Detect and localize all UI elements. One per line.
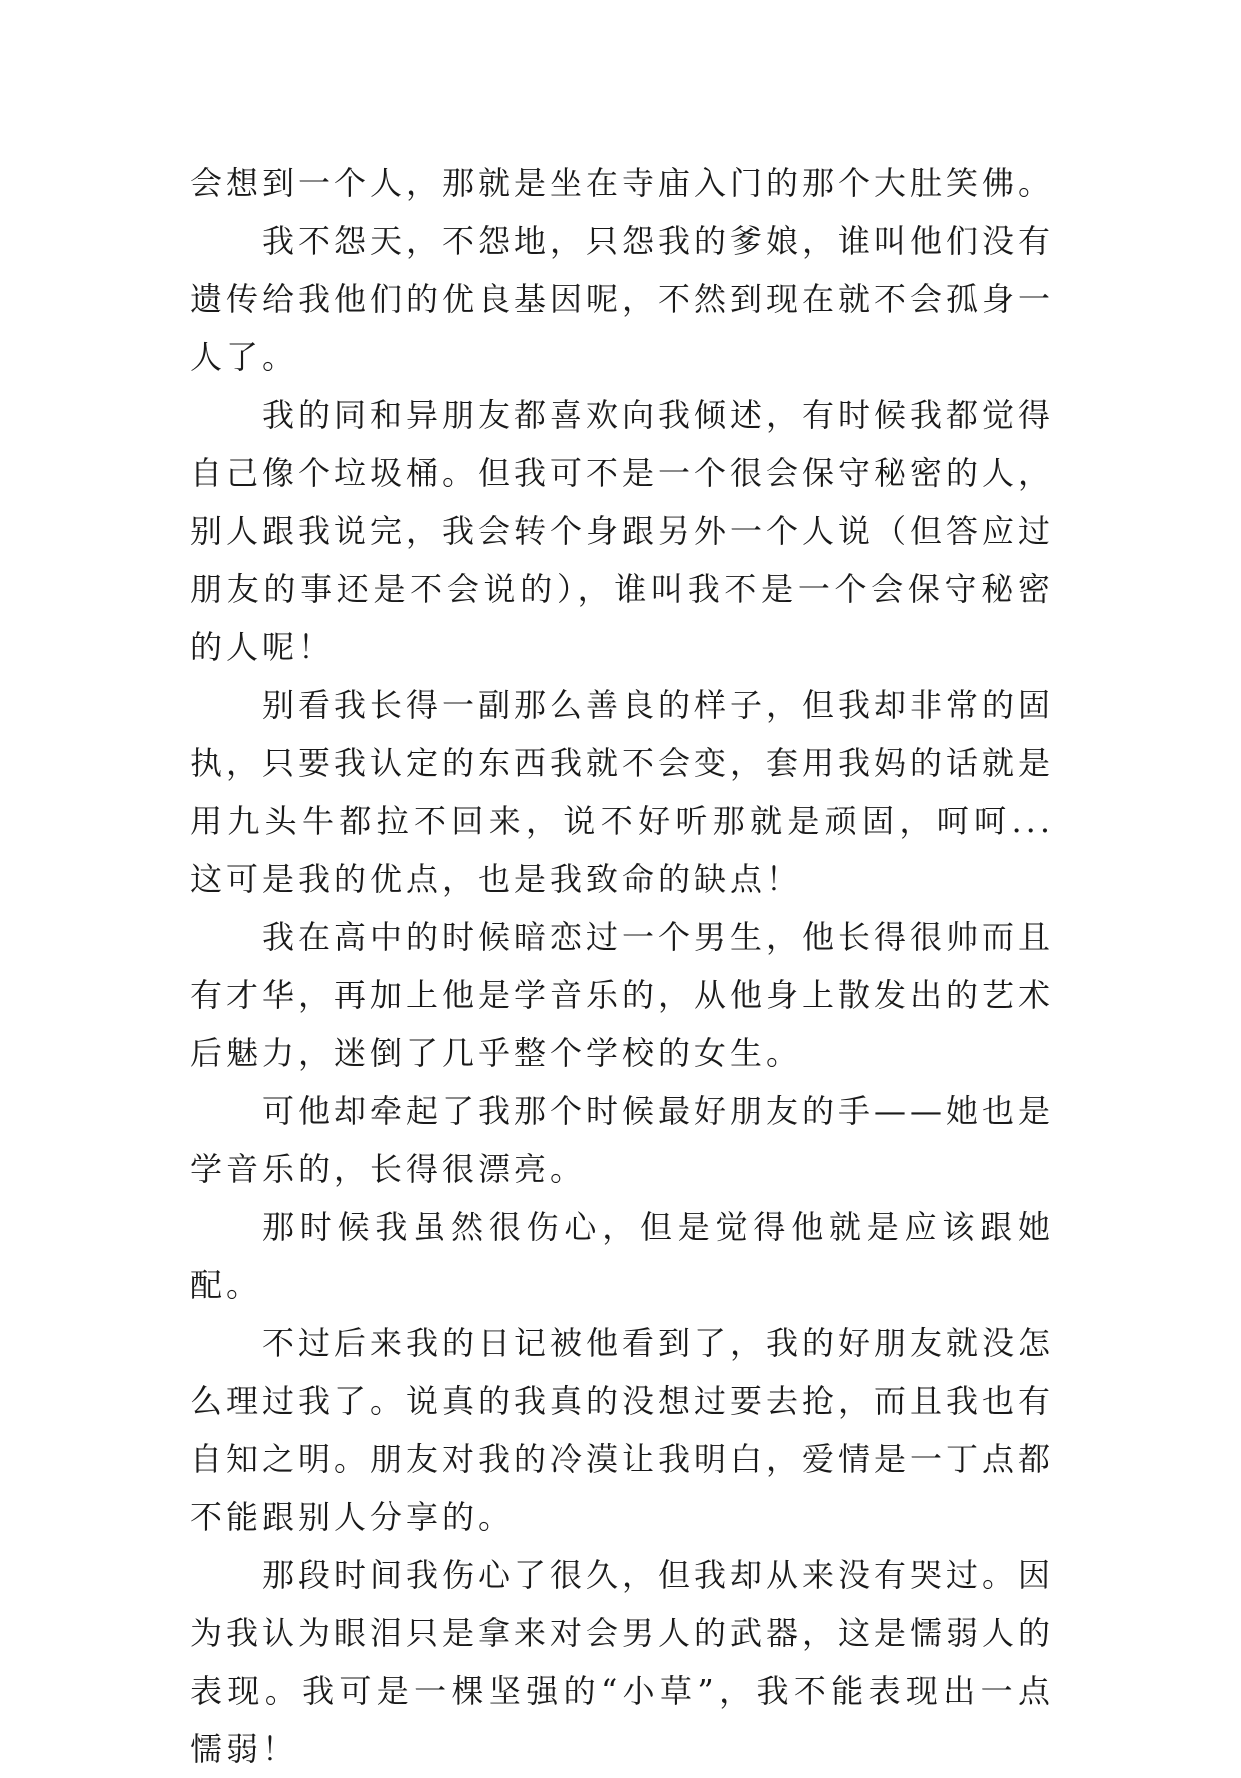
paragraph-7: 那时候我虽然很伤心，但是觉得他就是应该跟她配。 [190, 1208, 1054, 1304]
document-body [190, 154, 1054, 1778]
paragraph-6: 可他却牵起了我那个时候最好朋友的手——她也是学音乐的，长得很漂亮。 [190, 1092, 1055, 1188]
paragraph-1: 会想到一个人，那就是坐在寺庙入门的那个大肚笑佛。 [190, 164, 1055, 202]
paragraph-8: 不过后来我的日记被他看到了，我的好朋友就没怎么理过我了。说真的我真的没想过要去抢，而且我也有自知之明。朋友对我的冷漠让我明白，爱情是一丁点都不能跟别人分享的。 [190, 1324, 1055, 1536]
paragraph-4: 别看我长得一副那么善良的样子，但我却非常的固执，只要我认定的东西我就不会变，套用我妈的话就是用九头牛都拉不回来，说不好听那就是顽固，呵呵...这可是我的优点，也是我致命的缺点！ [190, 686, 1055, 898]
paragraph-3: 我的同和异朋友都喜欢向我倾述，有时候我都觉得自己像个垃圾桶。但我可不是一个很会保守秘密的人，别人跟我说完，我会转个身跟另外一个人说（但答应过朋友的事还是不会说的），谁叫我不是一个会保守秘密的人呢！ [190, 396, 1055, 666]
paragraph-2: 我不怨天，不怨地，只怨我的爹娘，谁叫他们没有遗传给我他们的优良基因呢，不然到现在就不会孤身一人了。 [190, 222, 1055, 376]
paragraph-9: 那段时间我伤心了很久，但我却从来没有哭过。因为我认为眼泪只是拿来对会男人的武器，这是懦弱人的表现。我可是一棵坚强的“小草”，我不能表现出一点懦弱！ [190, 1556, 1055, 1768]
paragraph-5: 我在高中的时候暗恋过一个男生，他长得很帅而且有才华，再加上他是学音乐的，从他身上散发出的艺术后魅力，迷倒了几乎整个学校的女生。 [190, 918, 1055, 1072]
